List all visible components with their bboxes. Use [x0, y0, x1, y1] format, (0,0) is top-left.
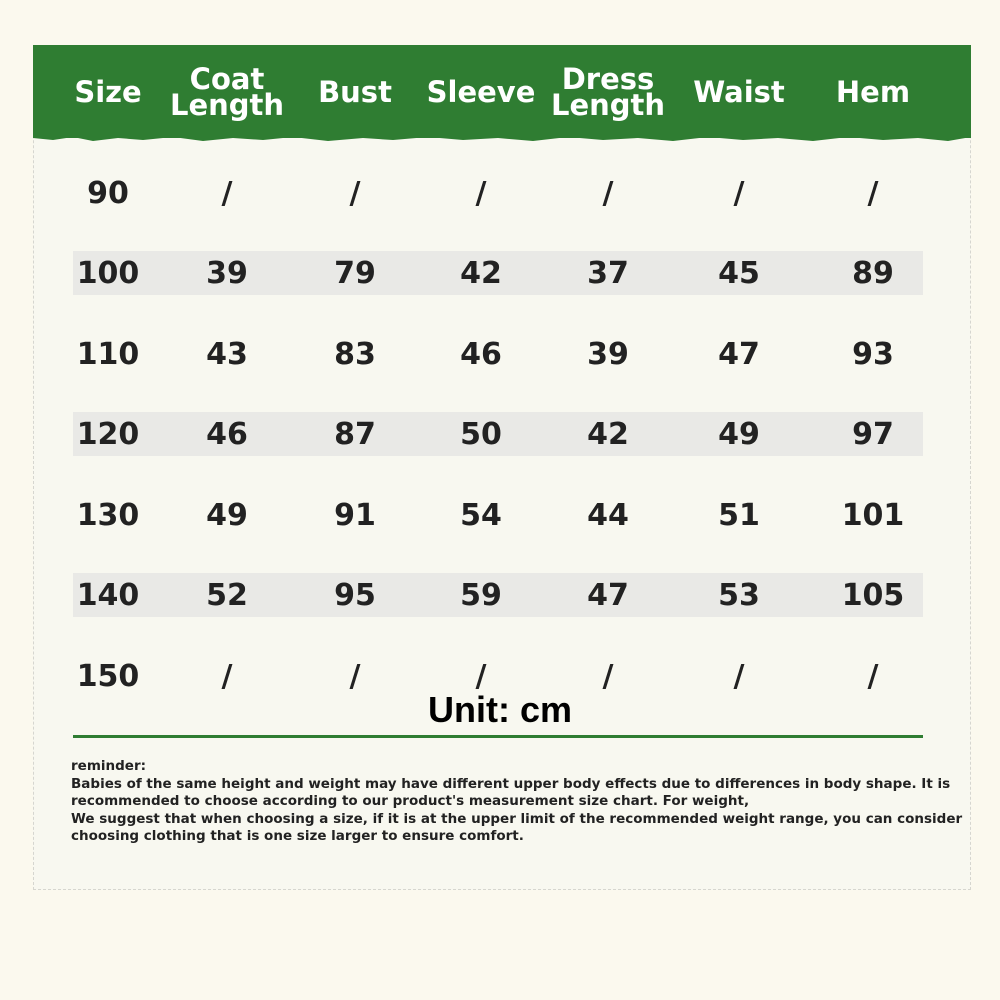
- size-cell: 120: [76, 416, 140, 452]
- measurement-cell: /: [867, 175, 879, 211]
- measurement-cell: 42: [460, 255, 502, 291]
- measurement-cell: 95: [334, 577, 376, 613]
- header-label: Hem: [835, 74, 911, 109]
- measurement-cell: /: [602, 175, 614, 211]
- reminder-title: reminder:: [71, 758, 146, 774]
- measurement-cell: 50: [460, 416, 502, 452]
- measurement-cell: /: [867, 658, 879, 694]
- measurement-cell: 54: [460, 497, 502, 533]
- measurement-cell: /: [221, 658, 233, 694]
- measurement-cell: /: [475, 175, 487, 211]
- measurement-cell: 39: [587, 336, 629, 372]
- header-label: Sleeve: [426, 74, 536, 109]
- reminder-line: Babies of the same height and weight may have different upper body effects due to differences in body shape. It is: [71, 775, 951, 792]
- measurement-cell: 101: [841, 497, 905, 533]
- header-label: Coat: [189, 61, 265, 96]
- measurement-cell: 43: [206, 336, 248, 372]
- measurement-cell: 47: [718, 336, 760, 372]
- measurement-cell: 53: [718, 577, 760, 613]
- measurement-cell: 37: [587, 255, 629, 291]
- measurement-cell: 79: [334, 255, 376, 291]
- measurement-cell: 89: [852, 255, 894, 291]
- measurement-cell: 42: [587, 416, 629, 452]
- header-label: Dress: [561, 61, 655, 96]
- measurement-cell: /: [733, 175, 745, 211]
- size-cell: 90: [87, 175, 129, 211]
- measurement-cell: /: [349, 175, 361, 211]
- header-label: Length: [550, 87, 666, 122]
- measurement-cell: /: [349, 658, 361, 694]
- measurement-cell: 39: [206, 255, 248, 291]
- measurement-cell: 83: [334, 336, 376, 372]
- measurement-cell: 105: [841, 577, 905, 613]
- measurement-cell: 51: [718, 497, 760, 533]
- measurement-cell: 52: [206, 577, 248, 613]
- measurement-cell: 49: [718, 416, 760, 452]
- measurement-cell: 44: [587, 497, 629, 533]
- header-coat-length: [164, 45, 290, 138]
- header-hem: [810, 45, 936, 138]
- measurement-cell: 49: [206, 497, 248, 533]
- measurement-cell: /: [733, 658, 745, 694]
- size-cell: 150: [76, 658, 140, 694]
- reminder-note: [71, 758, 963, 846]
- measurement-cell: 97: [852, 416, 894, 452]
- size-cell: 140: [76, 577, 140, 613]
- reminder-line: recommended to choose according to our product's measurement size chart. For weight,: [71, 793, 750, 809]
- header-dress-length: [545, 45, 671, 138]
- size-cell: 130: [76, 497, 140, 533]
- reminder-line: We suggest that when choosing a size, if it is at the upper limit of the recommended weight range, you can consider: [71, 810, 963, 827]
- unit-label: Unit: cm: [428, 689, 572, 730]
- size-cell: 100: [76, 255, 140, 291]
- header-label: Length: [169, 87, 285, 122]
- size-cell: 110: [76, 336, 140, 372]
- measurement-cell: 91: [334, 497, 376, 533]
- measurement-cell: /: [602, 658, 614, 694]
- measurement-cell: 59: [460, 577, 502, 613]
- measurement-cell: 46: [206, 416, 248, 452]
- measurement-cell: 93: [852, 336, 894, 372]
- header-label: Bust: [318, 74, 392, 109]
- reminder-line: choosing clothing that is one size larger to ensure comfort.: [71, 828, 524, 844]
- header-waist: [676, 45, 802, 138]
- header-label: Size: [74, 74, 142, 109]
- header-size: [45, 45, 171, 138]
- header-label: Waist: [693, 74, 785, 109]
- measurement-cell: 47: [587, 577, 629, 613]
- measurement-cell: 87: [334, 416, 376, 452]
- measurement-cell: 45: [718, 255, 760, 291]
- green-divider: [73, 735, 923, 738]
- measurement-cell: /: [221, 175, 233, 211]
- header-bust: [292, 45, 418, 138]
- measurement-cell: /: [475, 658, 487, 694]
- measurement-cell: 46: [460, 336, 502, 372]
- header-sleeve: [418, 45, 544, 138]
